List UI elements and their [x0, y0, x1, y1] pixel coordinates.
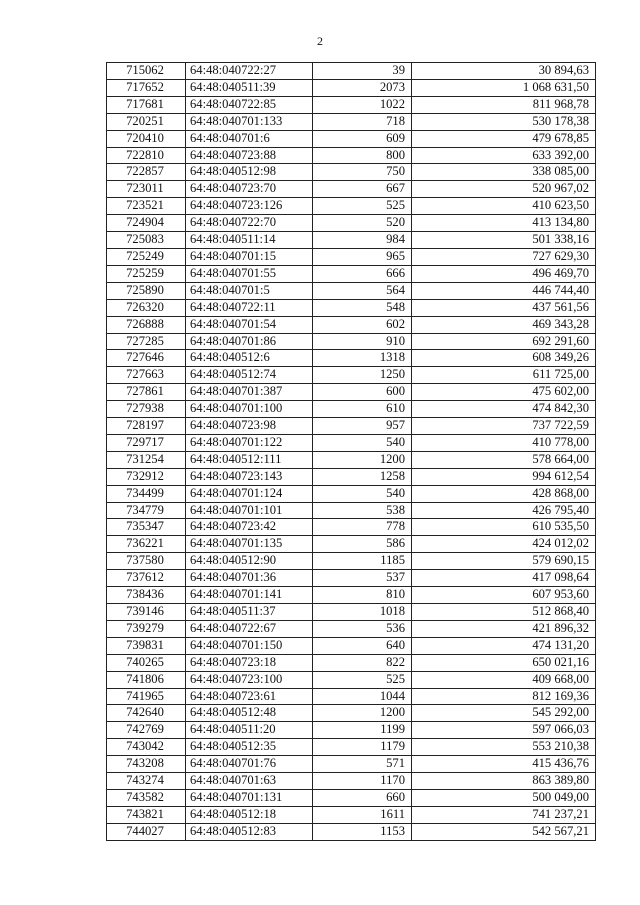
cadastral-number-cell: 64:48:040723:61 [186, 688, 313, 705]
cadastral-value-cell: 474 842,30 [412, 401, 596, 418]
area-cell: 1250 [313, 367, 412, 384]
cadastral-number-cell: 64:48:040511:20 [186, 722, 313, 739]
cadastral-value-cell: 812 169,36 [412, 688, 596, 705]
area-cell: 537 [313, 570, 412, 587]
object-number-cell: 737612 [107, 570, 186, 587]
cadastral-value-cell: 424 012,02 [412, 536, 596, 553]
cadastral-value-cell: 863 389,80 [412, 773, 596, 790]
cadastral-number-cell: 64:48:040512:6 [186, 350, 313, 367]
table-row [107, 519, 596, 536]
object-number-cell: 735347 [107, 519, 186, 536]
table-row [107, 181, 596, 198]
area-cell: 600 [313, 384, 412, 401]
area-cell: 536 [313, 620, 412, 637]
cadastral-number-cell: 64:48:040701:55 [186, 265, 313, 282]
object-number-cell: 727938 [107, 401, 186, 418]
object-number-cell: 725259 [107, 265, 186, 282]
cadastral-number-cell: 64:48:040701:63 [186, 773, 313, 790]
cadastral-number-cell: 64:48:040701:131 [186, 789, 313, 806]
object-number-cell: 743582 [107, 789, 186, 806]
object-number-cell: 729717 [107, 434, 186, 451]
object-number-cell: 739279 [107, 620, 186, 637]
table-row [107, 773, 596, 790]
object-number-cell: 734499 [107, 485, 186, 502]
table-row [107, 705, 596, 722]
cadastral-value-cell: 479 678,85 [412, 130, 596, 147]
cadastral-number-cell: 64:48:040701:54 [186, 316, 313, 333]
table-row [107, 384, 596, 401]
cadastral-number-cell: 64:48:040723:143 [186, 468, 313, 485]
table-row [107, 536, 596, 553]
cadastral-number-cell: 64:48:040723:42 [186, 519, 313, 536]
area-cell: 1199 [313, 722, 412, 739]
cadastral-value-cell: 338 085,00 [412, 164, 596, 181]
table-row [107, 79, 596, 96]
cadastral-value-cell: 545 292,00 [412, 705, 596, 722]
cadastral-number-cell: 64:48:040723:88 [186, 147, 313, 164]
table-row [107, 637, 596, 654]
table-row [107, 688, 596, 705]
area-cell: 525 [313, 671, 412, 688]
area-cell: 571 [313, 756, 412, 773]
cadastral-value-cell: 650 021,16 [412, 654, 596, 671]
object-number-cell: 740265 [107, 654, 186, 671]
cadastral-number-cell: 64:48:040723:98 [186, 418, 313, 435]
table-body [107, 63, 596, 841]
cadastral-number-cell: 64:48:040701:135 [186, 536, 313, 553]
cadastral-number-cell: 64:48:040512:83 [186, 823, 313, 840]
object-number-cell: 739831 [107, 637, 186, 654]
cadastral-number-cell: 64:48:040701:150 [186, 637, 313, 654]
cadastral-number-cell: 64:48:040511:37 [186, 604, 313, 621]
table-row [107, 333, 596, 350]
cadastral-number-cell: 64:48:040701:100 [186, 401, 313, 418]
object-number-cell: 717652 [107, 79, 186, 96]
area-cell: 1170 [313, 773, 412, 790]
cadastral-number-cell: 64:48:040723:70 [186, 181, 313, 198]
table-row [107, 316, 596, 333]
object-number-cell: 720251 [107, 113, 186, 130]
cadastral-number-cell: 64:48:040511:14 [186, 232, 313, 249]
cadastral-number-cell: 64:48:040722:11 [186, 299, 313, 316]
cadastral-number-cell: 64:48:040701:141 [186, 587, 313, 604]
area-cell: 602 [313, 316, 412, 333]
cadastral-number-cell: 64:48:040701:36 [186, 570, 313, 587]
table-row [107, 63, 596, 80]
area-cell: 1179 [313, 739, 412, 756]
cadastral-number-cell: 64:48:040701:101 [186, 502, 313, 519]
object-number-cell: 739146 [107, 604, 186, 621]
object-number-cell: 725083 [107, 232, 186, 249]
table-row [107, 350, 596, 367]
area-cell: 538 [313, 502, 412, 519]
table-row [107, 570, 596, 587]
cadastral-value-cell: 512 868,40 [412, 604, 596, 621]
cadastral-number-cell: 64:48:040701:15 [186, 248, 313, 265]
object-number-cell: 737580 [107, 553, 186, 570]
area-cell: 1185 [313, 553, 412, 570]
object-number-cell: 717681 [107, 96, 186, 113]
area-cell: 667 [313, 181, 412, 198]
object-number-cell: 722810 [107, 147, 186, 164]
area-cell: 1200 [313, 451, 412, 468]
table-row [107, 418, 596, 435]
cadastral-number-cell: 64:48:040722:27 [186, 63, 313, 80]
cadastral-value-cell: 633 392,00 [412, 147, 596, 164]
object-number-cell: 738436 [107, 587, 186, 604]
cadastral-number-cell: 64:48:040701:133 [186, 113, 313, 130]
cadastral-number-cell: 64:48:040512:35 [186, 739, 313, 756]
object-number-cell: 725249 [107, 248, 186, 265]
table-row [107, 113, 596, 130]
area-cell: 1018 [313, 604, 412, 621]
area-cell: 525 [313, 198, 412, 215]
cadastral-value-cell: 1 068 631,50 [412, 79, 596, 96]
cadastral-value-cell: 417 098,64 [412, 570, 596, 587]
table-row [107, 130, 596, 147]
area-cell: 660 [313, 789, 412, 806]
table-row [107, 265, 596, 282]
cadastral-number-cell: 64:48:040701:387 [186, 384, 313, 401]
table-row [107, 468, 596, 485]
cadastral-value-cell: 415 436,76 [412, 756, 596, 773]
object-number-cell: 725890 [107, 282, 186, 299]
cadastral-value-cell: 501 338,16 [412, 232, 596, 249]
table-row [107, 215, 596, 232]
table-row [107, 671, 596, 688]
object-number-cell: 741806 [107, 671, 186, 688]
area-cell: 1318 [313, 350, 412, 367]
object-number-cell: 726320 [107, 299, 186, 316]
cadastral-value-cell: 608 349,26 [412, 350, 596, 367]
cadastral-value-cell: 30 894,63 [412, 63, 596, 80]
cadastral-value-cell: 437 561,56 [412, 299, 596, 316]
cadastral-number-cell: 64:48:040701:86 [186, 333, 313, 350]
area-cell: 957 [313, 418, 412, 435]
cadastral-number-cell: 64:48:040701:122 [186, 434, 313, 451]
object-number-cell: 727285 [107, 333, 186, 350]
area-cell: 718 [313, 113, 412, 130]
table-row [107, 739, 596, 756]
cadastral-number-cell: 64:48:040722:67 [186, 620, 313, 637]
page-number: 2 [317, 34, 323, 48]
cadastral-value-cell: 475 602,00 [412, 384, 596, 401]
object-number-cell: 736221 [107, 536, 186, 553]
object-number-cell: 732912 [107, 468, 186, 485]
table-row [107, 282, 596, 299]
cadastral-value-cell: 579 690,15 [412, 553, 596, 570]
area-cell: 640 [313, 637, 412, 654]
cadastral-number-cell: 64:48:040512:111 [186, 451, 313, 468]
table-row [107, 823, 596, 840]
object-number-cell: 727861 [107, 384, 186, 401]
cadastral-value-cell: 469 343,28 [412, 316, 596, 333]
cadastral-number-cell: 64:48:040723:126 [186, 198, 313, 215]
object-number-cell: 722857 [107, 164, 186, 181]
area-cell: 540 [313, 434, 412, 451]
object-number-cell: 741965 [107, 688, 186, 705]
cadastral-value-cell: 607 953,60 [412, 587, 596, 604]
area-cell: 1258 [313, 468, 412, 485]
table-row [107, 232, 596, 249]
object-number-cell: 727646 [107, 350, 186, 367]
cadastral-number-cell: 64:48:040512:90 [186, 553, 313, 570]
cadastral-value-table [106, 62, 596, 841]
object-number-cell: 743274 [107, 773, 186, 790]
cadastral-value-cell: 496 469,70 [412, 265, 596, 282]
table-row [107, 789, 596, 806]
cadastral-number-cell: 64:48:040701:5 [186, 282, 313, 299]
table-row [107, 164, 596, 181]
table-row [107, 434, 596, 451]
cadastral-value-cell: 737 722,59 [412, 418, 596, 435]
area-cell: 822 [313, 654, 412, 671]
cadastral-number-cell: 64:48:040722:85 [186, 96, 313, 113]
cadastral-value-cell: 610 535,50 [412, 519, 596, 536]
table-row [107, 147, 596, 164]
area-cell: 609 [313, 130, 412, 147]
table-row [107, 401, 596, 418]
object-number-cell: 743208 [107, 756, 186, 773]
area-cell: 610 [313, 401, 412, 418]
area-cell: 564 [313, 282, 412, 299]
table-row [107, 654, 596, 671]
object-number-cell: 723521 [107, 198, 186, 215]
table-row [107, 485, 596, 502]
table-row [107, 604, 596, 621]
cadastral-value-cell: 426 795,40 [412, 502, 596, 519]
cadastral-value-cell: 446 744,40 [412, 282, 596, 299]
cadastral-value-cell: 530 178,38 [412, 113, 596, 130]
object-number-cell: 715062 [107, 63, 186, 80]
cadastral-number-cell: 64:48:040512:98 [186, 164, 313, 181]
cadastral-value-cell: 611 725,00 [412, 367, 596, 384]
object-number-cell: 724904 [107, 215, 186, 232]
area-cell: 1611 [313, 806, 412, 823]
table-row [107, 620, 596, 637]
object-number-cell: 720410 [107, 130, 186, 147]
object-number-cell: 743821 [107, 806, 186, 823]
area-cell: 984 [313, 232, 412, 249]
table-row [107, 96, 596, 113]
cadastral-value-cell: 500 049,00 [412, 789, 596, 806]
table-row [107, 722, 596, 739]
table-row [107, 299, 596, 316]
object-number-cell: 742769 [107, 722, 186, 739]
cadastral-value-cell: 410 623,50 [412, 198, 596, 215]
area-cell: 750 [313, 164, 412, 181]
object-number-cell: 728197 [107, 418, 186, 435]
cadastral-value-cell: 410 778,00 [412, 434, 596, 451]
table-row [107, 502, 596, 519]
object-number-cell: 727663 [107, 367, 186, 384]
cadastral-number-cell: 64:48:040723:18 [186, 654, 313, 671]
table-row [107, 806, 596, 823]
cadastral-number-cell: 64:48:040512:48 [186, 705, 313, 722]
cadastral-number-cell: 64:48:040722:70 [186, 215, 313, 232]
cadastral-value-cell: 597 066,03 [412, 722, 596, 739]
cadastral-number-cell: 64:48:040512:18 [186, 806, 313, 823]
area-cell: 548 [313, 299, 412, 316]
cadastral-value-cell: 428 868,00 [412, 485, 596, 502]
area-cell: 1200 [313, 705, 412, 722]
cadastral-value-cell: 520 967,02 [412, 181, 596, 198]
area-cell: 1044 [313, 688, 412, 705]
area-cell: 910 [313, 333, 412, 350]
cadastral-number-cell: 64:48:040701:76 [186, 756, 313, 773]
area-cell: 965 [313, 248, 412, 265]
area-cell: 800 [313, 147, 412, 164]
area-cell: 778 [313, 519, 412, 536]
object-number-cell: 734779 [107, 502, 186, 519]
cadastral-number-cell: 64:48:040701:6 [186, 130, 313, 147]
cadastral-value-cell: 727 629,30 [412, 248, 596, 265]
table-row [107, 367, 596, 384]
cadastral-value-cell: 811 968,78 [412, 96, 596, 113]
cadastral-number-cell: 64:48:040511:39 [186, 79, 313, 96]
cadastral-value-cell: 741 237,21 [412, 806, 596, 823]
cadastral-value-cell: 413 134,80 [412, 215, 596, 232]
object-number-cell: 731254 [107, 451, 186, 468]
object-number-cell: 744027 [107, 823, 186, 840]
cadastral-value-cell: 421 896,32 [412, 620, 596, 637]
cadastral-number-cell: 64:48:040701:124 [186, 485, 313, 502]
area-cell: 810 [313, 587, 412, 604]
table-row [107, 198, 596, 215]
cadastral-value-cell: 994 612,54 [412, 468, 596, 485]
table-row [107, 553, 596, 570]
area-cell: 666 [313, 265, 412, 282]
cadastral-value-cell: 578 664,00 [412, 451, 596, 468]
cadastral-value-cell: 553 210,38 [412, 739, 596, 756]
area-cell: 520 [313, 215, 412, 232]
object-number-cell: 743042 [107, 739, 186, 756]
cadastral-value-cell: 692 291,60 [412, 333, 596, 350]
object-number-cell: 726888 [107, 316, 186, 333]
object-number-cell: 723011 [107, 181, 186, 198]
area-cell: 586 [313, 536, 412, 553]
cadastral-value-cell: 474 131,20 [412, 637, 596, 654]
area-cell: 39 [313, 63, 412, 80]
table-row [107, 756, 596, 773]
table-row [107, 451, 596, 468]
cadastral-value-cell: 542 567,21 [412, 823, 596, 840]
table-row [107, 587, 596, 604]
cadastral-value-cell: 409 668,00 [412, 671, 596, 688]
table-row [107, 248, 596, 265]
area-cell: 540 [313, 485, 412, 502]
cadastral-number-cell: 64:48:040723:100 [186, 671, 313, 688]
area-cell: 2073 [313, 79, 412, 96]
area-cell: 1153 [313, 823, 412, 840]
cadastral-number-cell: 64:48:040512:74 [186, 367, 313, 384]
object-number-cell: 742640 [107, 705, 186, 722]
area-cell: 1022 [313, 96, 412, 113]
